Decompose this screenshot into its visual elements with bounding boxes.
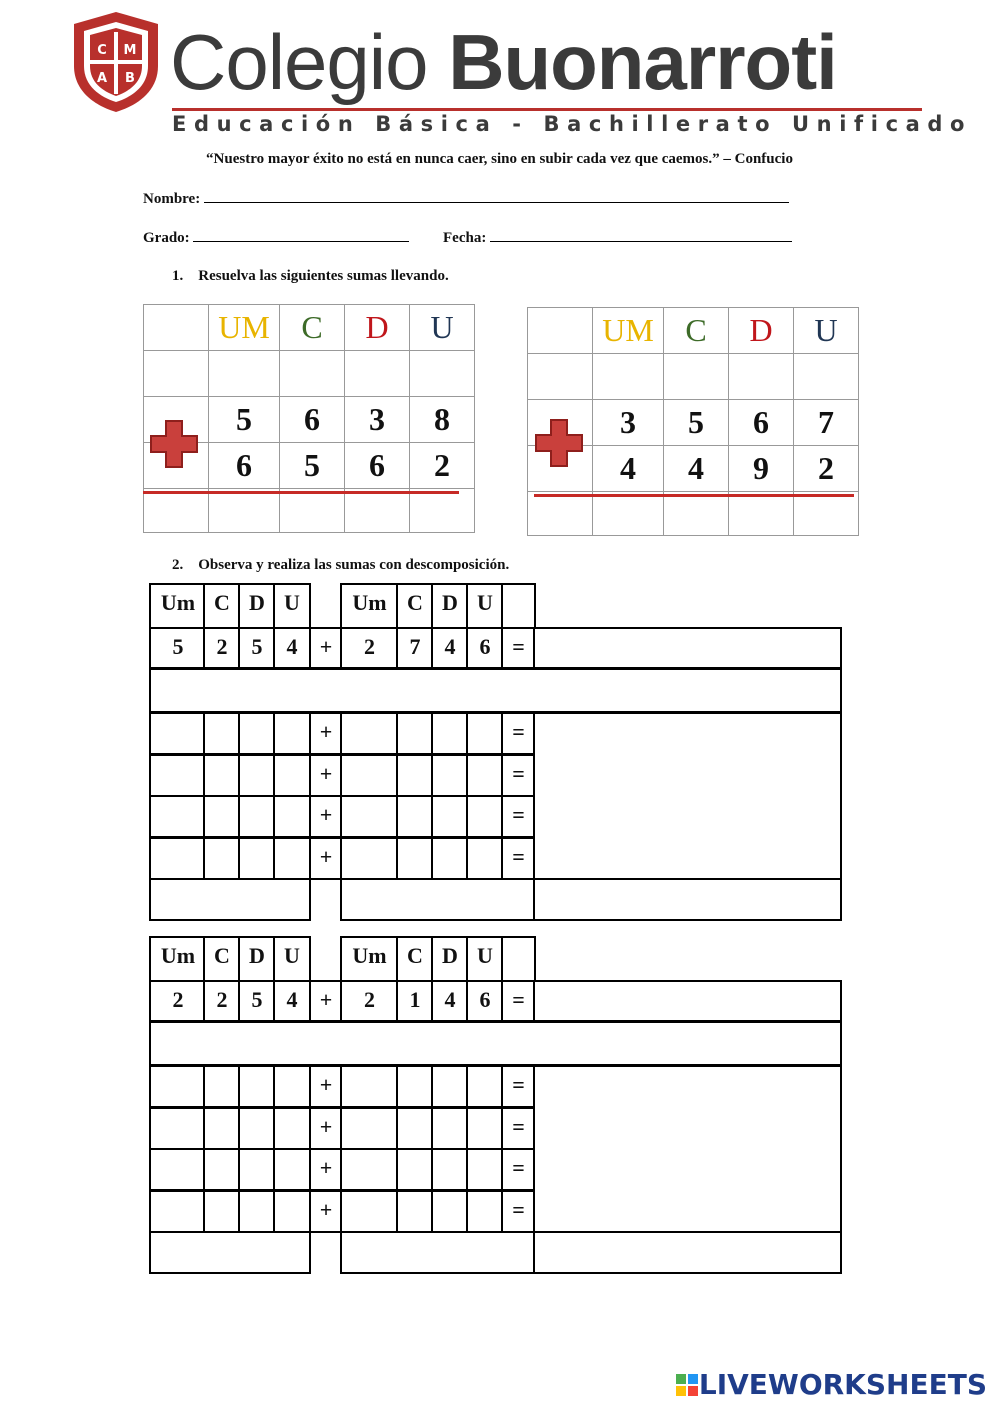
- answer-cell[interactable]: [345, 489, 410, 533]
- decomp-input[interactable]: [396, 1107, 434, 1150]
- equals-sign: =: [501, 712, 536, 755]
- plus-sign: +: [309, 1148, 343, 1191]
- digit: 5: [664, 400, 729, 446]
- school-name: [170, 12, 837, 112]
- digit-b: 6: [466, 627, 504, 669]
- carry-cell[interactable]: [593, 354, 664, 400]
- digit: 5: [209, 397, 280, 443]
- decomp-input[interactable]: [149, 1148, 207, 1191]
- digit-b: 2: [340, 980, 399, 1022]
- header-c: C: [396, 936, 434, 982]
- digit-a: 2: [203, 627, 241, 669]
- equals-sign: =: [501, 1148, 536, 1191]
- decomp-input[interactable]: [238, 1107, 276, 1150]
- logo-letter: A: [96, 71, 108, 86]
- carry-cell[interactable]: [345, 351, 410, 397]
- carry-cell[interactable]: [794, 354, 859, 400]
- digit: 5: [280, 443, 345, 489]
- total-b-input[interactable]: [340, 1231, 535, 1274]
- plus-sign: +: [309, 754, 343, 797]
- decomp-input[interactable]: [340, 754, 399, 797]
- digit-a: 5: [149, 627, 207, 669]
- header-u: U: [466, 936, 504, 982]
- decomp-input[interactable]: [466, 795, 504, 838]
- decomp-input[interactable]: [203, 837, 241, 880]
- plus-sign: +: [309, 1190, 343, 1233]
- liveworksheets-logo: [675, 1368, 987, 1401]
- sum-line-2: [534, 494, 854, 497]
- total-b-input[interactable]: [340, 878, 535, 921]
- digit: 3: [593, 400, 664, 446]
- name-line[interactable]: [204, 190, 789, 203]
- exercise1-number: 1.: [172, 268, 184, 284]
- plus-sign: +: [309, 1107, 343, 1150]
- date-line[interactable]: [490, 229, 792, 242]
- answer-cell[interactable]: [209, 489, 280, 533]
- plus-sign: +: [309, 837, 343, 880]
- carry-cell[interactable]: [280, 351, 345, 397]
- header-um: Um: [149, 583, 207, 629]
- decomp-input[interactable]: [396, 837, 434, 880]
- digit-a: 2: [149, 980, 207, 1022]
- answer-cell[interactable]: [410, 489, 475, 533]
- decomp-input[interactable]: [149, 1190, 207, 1233]
- header-divider: [172, 108, 922, 111]
- decomp-input[interactable]: [340, 1190, 399, 1233]
- header-d: D: [431, 583, 469, 629]
- digit: 9: [729, 446, 794, 492]
- equals-sign: =: [501, 795, 536, 838]
- grade-field[interactable]: [143, 229, 409, 247]
- carry-cell[interactable]: [729, 354, 794, 400]
- answer-cell[interactable]: [280, 489, 345, 533]
- digit: 4: [593, 446, 664, 492]
- decomp-input[interactable]: [149, 712, 207, 755]
- equals-sign: =: [501, 1107, 536, 1150]
- result-input[interactable]: [533, 627, 842, 669]
- answer-cell[interactable]: [729, 492, 794, 536]
- decomp-input[interactable]: [203, 1065, 241, 1108]
- date-label: Fecha:: [443, 230, 487, 246]
- carry-cell[interactable]: [664, 354, 729, 400]
- decomp-input[interactable]: [238, 837, 276, 880]
- decomp-input[interactable]: [396, 712, 434, 755]
- final-total-input[interactable]: [533, 1231, 842, 1274]
- digit-b: 6: [466, 980, 504, 1022]
- decomp-input[interactable]: [431, 1107, 469, 1150]
- decomp-input[interactable]: [396, 795, 434, 838]
- plus-sign: +: [309, 795, 343, 838]
- decomp-input[interactable]: [340, 837, 399, 880]
- decomp-input[interactable]: [238, 754, 276, 797]
- digit: 6: [280, 397, 345, 443]
- liveworksheets-text: LIVEWORKSHEETS: [698, 1368, 987, 1401]
- equals-sign: =: [501, 627, 536, 669]
- decomp-input[interactable]: [396, 1190, 434, 1233]
- total-a-input[interactable]: [149, 1231, 311, 1274]
- exercise2-number: 2.: [172, 557, 184, 573]
- decomp-input[interactable]: [431, 1065, 469, 1108]
- decomp-input[interactable]: [340, 1107, 399, 1150]
- liveworksheets-icon: [675, 1373, 699, 1397]
- decomp-input[interactable]: [238, 795, 276, 838]
- plus-sign: +: [309, 712, 343, 755]
- digit: 6: [345, 443, 410, 489]
- digit-a: 4: [273, 980, 311, 1022]
- total-a-input[interactable]: [149, 878, 311, 921]
- digit-a: 2: [203, 980, 241, 1022]
- decomp-input[interactable]: [149, 754, 207, 797]
- name-field[interactable]: [143, 190, 789, 208]
- header-c: C: [203, 583, 241, 629]
- quote: “Nuestro mayor éxito no está en nunca caer, sino en subir cada vez que caemos.” – Confucio: [206, 151, 793, 167]
- digit-a: 4: [273, 627, 311, 669]
- decomp-input[interactable]: [396, 1065, 434, 1108]
- school-name-light: Colegio: [170, 18, 428, 106]
- plus-sign: +: [309, 627, 343, 669]
- digit: 6: [729, 400, 794, 446]
- decomp-input[interactable]: [273, 712, 311, 755]
- work-area-input[interactable]: [149, 668, 842, 713]
- decomp-input[interactable]: [431, 1148, 469, 1191]
- plus-sign: +: [309, 980, 343, 1022]
- decomp-input[interactable]: [273, 1107, 311, 1150]
- decomp-input[interactable]: [149, 1107, 207, 1150]
- digit-b: 7: [396, 627, 434, 669]
- header-um: Um: [149, 936, 207, 982]
- decomp-input[interactable]: [238, 1065, 276, 1108]
- header-um: UM: [209, 305, 280, 351]
- decomp-input[interactable]: [203, 1148, 241, 1191]
- decomp-input[interactable]: [273, 795, 311, 838]
- carry-cell[interactable]: [209, 351, 280, 397]
- decomp-input[interactable]: [149, 1065, 207, 1108]
- digit-b: 4: [431, 627, 469, 669]
- plus-icon: [534, 418, 584, 468]
- school-name-bold: Buonarroti: [448, 18, 837, 106]
- logo-letter: B: [125, 71, 135, 86]
- equals-sign: =: [501, 837, 536, 880]
- decomp-input[interactable]: [273, 837, 311, 880]
- decomp-input[interactable]: [149, 837, 207, 880]
- date-field[interactable]: [443, 229, 792, 247]
- digit: 4: [664, 446, 729, 492]
- exercise2-text: Observa y realiza las sumas con descomposición.: [198, 557, 510, 573]
- header-c: C: [280, 305, 345, 351]
- answer-cell[interactable]: [794, 492, 859, 536]
- decomp-input[interactable]: [431, 712, 469, 755]
- decomp-input[interactable]: [431, 837, 469, 880]
- header-um: UM: [593, 308, 664, 354]
- decomp-input[interactable]: [238, 1190, 276, 1233]
- digit: 8: [410, 397, 475, 443]
- decomp-input[interactable]: [273, 1190, 311, 1233]
- decomp-input[interactable]: [466, 1148, 504, 1191]
- answer-cell[interactable]: [593, 492, 664, 536]
- decomp-input[interactable]: [466, 837, 504, 880]
- decomp-input[interactable]: [273, 1065, 311, 1108]
- decomp-input[interactable]: [203, 712, 241, 755]
- decomp-input[interactable]: [203, 795, 241, 838]
- header-c: C: [396, 583, 434, 629]
- result-input[interactable]: [533, 980, 842, 1022]
- work-area-input[interactable]: [149, 1021, 842, 1066]
- decomp-input[interactable]: [466, 1065, 504, 1108]
- sum-line-1: [143, 491, 459, 494]
- header-u: U: [794, 308, 859, 354]
- school-logo: [70, 10, 162, 114]
- equals-sign: =: [501, 1065, 536, 1108]
- header-d: D: [345, 305, 410, 351]
- exercise2-instruction: [172, 557, 509, 574]
- digit-b: 4: [431, 980, 469, 1022]
- decomp-input[interactable]: [203, 754, 241, 797]
- grade-label: Grado:: [143, 230, 190, 246]
- decomp-input[interactable]: [466, 1190, 504, 1233]
- school-subtitle: Educación Básica - Bachillerato Unificado: [172, 112, 973, 136]
- carry-cell[interactable]: [410, 351, 475, 397]
- digit: 2: [410, 443, 475, 489]
- digit-b: 2: [340, 627, 399, 669]
- decomp-input[interactable]: [340, 795, 399, 838]
- final-total-input[interactable]: [533, 878, 842, 921]
- header-u: U: [410, 305, 475, 351]
- header-empty: [501, 583, 536, 629]
- decomp-input[interactable]: [273, 754, 311, 797]
- header-um: Um: [340, 936, 399, 982]
- decomp-input[interactable]: [203, 1190, 241, 1233]
- decomp-input[interactable]: [340, 1148, 399, 1191]
- digit: 6: [209, 443, 280, 489]
- header-u: U: [273, 583, 311, 629]
- equals-sign: =: [501, 754, 536, 797]
- decomp-input[interactable]: [340, 712, 399, 755]
- decomp-input[interactable]: [149, 795, 207, 838]
- decomp-input[interactable]: [431, 1190, 469, 1233]
- header-d: D: [238, 936, 276, 982]
- partial-results-input[interactable]: [533, 1065, 842, 1233]
- plus-sign: +: [309, 1065, 343, 1108]
- decomp-input[interactable]: [340, 1065, 399, 1108]
- header-d: D: [238, 583, 276, 629]
- partial-results-input[interactable]: [533, 712, 842, 880]
- exercise1-text: Resuelva las siguientes sumas llevando.: [198, 268, 449, 284]
- decomp-input[interactable]: [203, 1107, 241, 1150]
- decomp-input[interactable]: [431, 795, 469, 838]
- header-c: C: [664, 308, 729, 354]
- grade-line[interactable]: [193, 229, 409, 242]
- header-c: C: [203, 936, 241, 982]
- header-u: U: [273, 936, 311, 982]
- header-d: D: [431, 936, 469, 982]
- plus-icon: [149, 419, 199, 469]
- decomp-input[interactable]: [273, 1148, 311, 1191]
- digit: 2: [794, 446, 859, 492]
- decomp-input[interactable]: [431, 754, 469, 797]
- digit: 7: [794, 400, 859, 446]
- equals-sign: =: [501, 980, 536, 1022]
- logo-letter: M: [123, 43, 137, 58]
- decomp-input[interactable]: [238, 712, 276, 755]
- decomp-input[interactable]: [396, 754, 434, 797]
- header-um: Um: [340, 583, 399, 629]
- header-d: D: [729, 308, 794, 354]
- equals-sign: =: [501, 1190, 536, 1233]
- decomp-input[interactable]: [396, 1148, 434, 1191]
- digit-b: 1: [396, 980, 434, 1022]
- digit-a: 5: [238, 627, 276, 669]
- logo-letter: C: [97, 43, 107, 58]
- digit-a: 5: [238, 980, 276, 1022]
- decomp-input[interactable]: [466, 754, 504, 797]
- answer-cell[interactable]: [664, 492, 729, 536]
- decomp-input[interactable]: [466, 1107, 504, 1150]
- header-u: U: [466, 583, 504, 629]
- decomp-input[interactable]: [466, 712, 504, 755]
- name-label: Nombre:: [143, 191, 201, 207]
- digit: 3: [345, 397, 410, 443]
- header-empty: [501, 936, 536, 982]
- decomp-input[interactable]: [238, 1148, 276, 1191]
- exercise1-instruction: [172, 268, 449, 285]
